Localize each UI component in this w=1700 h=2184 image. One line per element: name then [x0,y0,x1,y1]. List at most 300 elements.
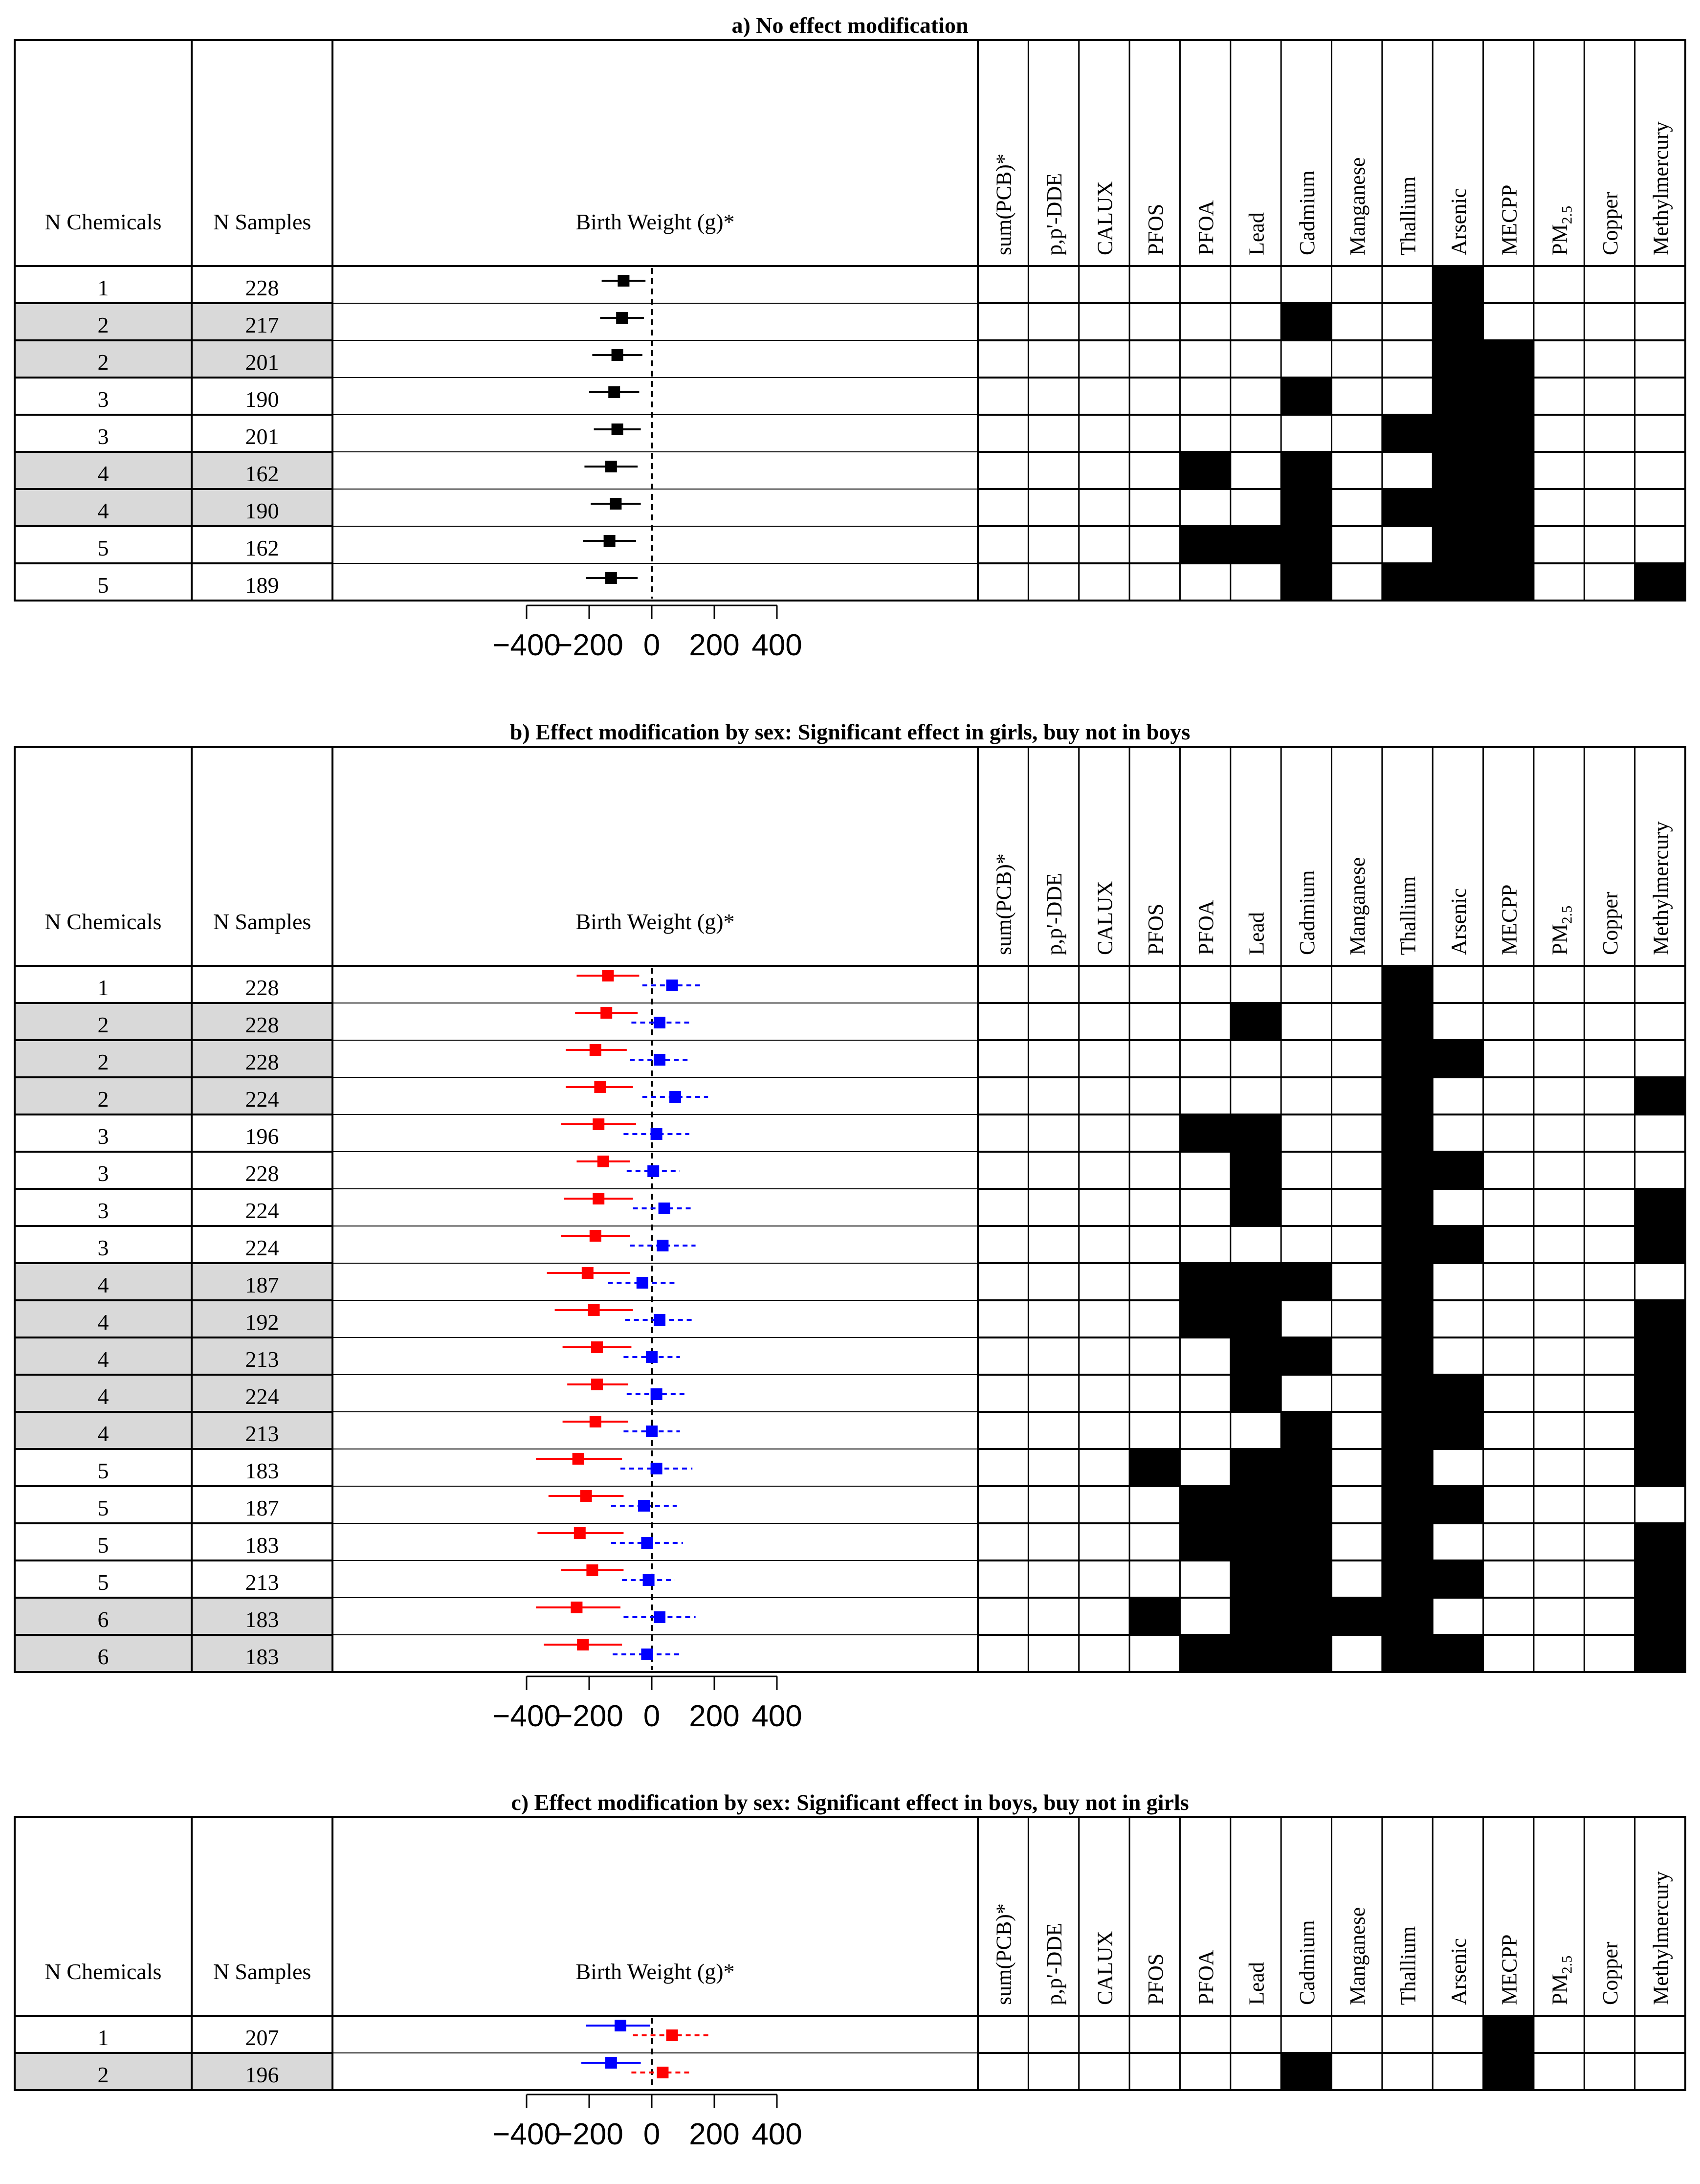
chemical-included-cell [1433,303,1483,340]
chemical-included-cell [1129,1449,1180,1486]
n-samples-value: 162 [245,535,279,560]
n-chemicals-value: 5 [97,1495,109,1520]
girls-estimate-point [586,1564,598,1576]
chemical-name: p,p'-DDE [1042,872,1067,955]
n-chemicals-value: 2 [97,1049,109,1074]
chemical-name: PFOS [1143,203,1168,255]
chemical-header-12 [1598,1941,1622,2005]
chemical-header-13 [1649,821,1673,955]
chemical-name: Cadmium [1295,1920,1319,2005]
x-axis-tick-label: 0 [643,1699,661,1733]
chemical-name: Lead [1244,212,1269,255]
n-chemicals-header: N Chemicals [44,909,162,934]
overall-estimate-point [604,535,616,547]
chemical-included-cell [1231,1337,1281,1375]
n-samples-value: 224 [245,1198,279,1223]
x-axis-tick-label: 400 [751,2117,802,2151]
shaded-row-cell [15,1263,332,1300]
n-chemicals-value: 6 [97,1644,109,1669]
chemical-header-3 [1144,904,1168,955]
chemical-header-6 [1295,1920,1319,2005]
outcome-header: Birth Weight (g)* [575,1959,735,1984]
chemical-name: MECPP [1497,184,1522,255]
n-chemicals-value: 5 [97,1533,109,1558]
chemical-name: Thallium [1396,876,1420,955]
chemical-included-cell [1281,1635,1331,1672]
chemical-included-cell [1382,1152,1433,1189]
chemical-included-cell [1281,1263,1331,1300]
chemical-included-cell [1382,489,1433,526]
girls-estimate-point [602,970,614,981]
overall-estimate-point [610,498,621,510]
chemical-header-1 [1042,1923,1066,2005]
chemical-included-cell [1231,1189,1281,1226]
chemical-name: Lead [1244,1962,1269,2005]
chemical-included-cell [1483,340,1534,378]
chemical-name: Arsenic [1446,888,1471,955]
chemical-header-9 [1447,888,1471,955]
chemical-included-cell [1433,266,1483,303]
n-chemicals-value: 3 [97,1161,109,1186]
girls-estimate-point [580,1490,592,1502]
shaded-row-cell [15,1375,332,1412]
chemical-name: Thallium [1396,176,1420,255]
boys-estimate-point [651,1128,662,1140]
n-chemicals-value: 4 [97,498,109,523]
n-samples-value: 224 [245,1384,279,1409]
boys-estimate-point [646,1351,658,1363]
chemical-included-cell [1281,1486,1331,1523]
chemical-included-cell [1332,1598,1382,1635]
chemical-name: Methylmercury [1649,821,1673,955]
n-chemicals-value: 4 [97,1272,109,1297]
n-chemicals-value: 2 [97,312,109,337]
chemical-included-cell [1483,2016,1534,2053]
chemical-name: PFOA [1194,200,1218,255]
chemical-included-cell [1382,1040,1433,1077]
chemical-included-cell [1180,1263,1230,1300]
x-axis-tick-label: 0 [643,2117,661,2151]
chemical-name: PM [1547,1974,1572,2005]
chemical-name: sum(PCB)* [992,154,1016,255]
chemical-name: CALUX [1093,881,1117,955]
chemical-included-cell [1433,452,1483,489]
x-axis-tick-label: −400 [492,628,561,662]
n-chemicals-header: N Chemicals [44,1959,162,1984]
chemical-included-cell [1635,1375,1685,1412]
n-chemicals-value: 3 [97,387,109,412]
chemical-header-1 [1042,873,1066,955]
chemical-header-0 [992,1903,1016,2005]
boys-estimate-point [666,980,678,991]
n-chemicals-value: 3 [97,424,109,449]
x-axis-tick-label: 200 [689,2117,740,2151]
chemical-name: Manganese [1346,1907,1370,2005]
chemical-header-10 [1497,885,1521,955]
chemical-name-subscript: 2.5 [1559,205,1575,224]
n-samples-value: 201 [245,350,279,375]
chemical-included-cell [1281,1560,1331,1598]
chemical-included-cell [1635,1449,1685,1486]
chemical-name: PFOA [1194,900,1218,955]
chemical-included-cell [1635,1300,1685,1337]
chemical-included-cell [1382,1635,1433,1672]
boys-estimate-point [637,1277,648,1289]
chemical-included-cell [1483,489,1534,526]
n-samples-value: 183 [245,1644,279,1669]
x-axis-tick-label: 200 [689,1699,740,1733]
outcome-header: Birth Weight (g)* [575,209,735,234]
chemical-included-cell [1635,1523,1685,1560]
chemical-header-5 [1244,912,1268,955]
boys-estimate-point [647,1165,659,1177]
boys-estimate-point [659,1203,670,1214]
shaded-row-cell [15,1300,332,1337]
x-axis-tick-label: 200 [689,628,740,662]
shaded-row-cell [15,340,332,378]
chemical-header-12 [1598,192,1622,255]
n-samples-value: 213 [245,1421,279,1446]
chemical-included-cell [1635,1226,1685,1263]
n-samples-value: 217 [245,312,279,337]
x-axis-tick-label: 400 [751,628,802,662]
panel-title: c) Effect modification by sex: Significant effect in boys, buy not in girls [511,1790,1189,1815]
n-chemicals-value: 6 [97,1607,109,1632]
x-axis-tick-label: 0 [643,628,661,662]
chemical-included-cell [1433,1040,1483,1077]
chemical-name: Thallium [1396,1926,1420,2005]
n-chemicals-value: 5 [97,573,109,598]
chemical-header-0 [992,154,1016,255]
overall-estimate-point [605,461,617,472]
chemical-included-cell [1433,489,1483,526]
chemical-header-3 [1144,1954,1168,2005]
chemical-included-cell [1433,526,1483,563]
chemical-included-cell [1231,526,1281,563]
chemical-included-cell [1281,1523,1331,1560]
n-chemicals-value: 4 [97,1421,109,1446]
chemical-included-cell [1281,1412,1331,1449]
chemical-name: PM [1547,924,1572,955]
chemical-included-cell [1231,1152,1281,1189]
chemical-header-7 [1346,157,1369,255]
n-chemicals-value: 4 [97,1384,109,1409]
n-samples-value: 183 [245,1607,279,1632]
boys-estimate-point [651,1388,662,1400]
chemical-included-cell [1231,1486,1281,1523]
overall-estimate-point [616,312,628,324]
chemical-included-cell [1382,415,1433,452]
chemical-header-10 [1497,185,1521,255]
chemical-header-4 [1194,200,1218,255]
chemical-header-8 [1396,177,1420,255]
chemical-header-11 [1548,206,1575,255]
n-chemicals-value: 1 [97,975,109,1000]
n-samples-value: 228 [245,275,279,300]
chemical-included-cell [1483,563,1534,601]
chemical-included-cell [1281,2053,1331,2090]
chemical-included-cell [1231,1598,1281,1635]
x-axis-tick-label: −200 [555,628,623,662]
n-chemicals-value: 5 [97,1458,109,1483]
n-chemicals-header: N Chemicals [44,209,162,234]
boys-estimate-point [654,1017,665,1028]
boys-estimate-point [654,1054,665,1066]
girls-estimate-point [593,1118,604,1130]
chemical-name: PFOA [1194,1950,1218,2005]
chemical-header-4 [1194,900,1218,955]
chemical-included-cell [1231,1560,1281,1598]
n-chemicals-value: 3 [97,1198,109,1223]
shaded-row-cell [15,303,332,340]
chemical-included-cell [1382,1226,1433,1263]
n-samples-header: N Samples [213,1959,311,1984]
chemical-included-cell [1433,1375,1483,1412]
n-samples-value: 228 [245,1012,279,1037]
chemical-included-cell [1281,489,1331,526]
chemical-included-cell [1180,1300,1230,1337]
chemical-name: Lead [1244,912,1269,955]
n-samples-value: 192 [245,1310,279,1335]
chemical-name: sum(PCB)* [992,853,1016,955]
n-samples-header: N Samples [213,209,311,234]
chemical-included-cell [1180,1486,1230,1523]
n-chemicals-value: 4 [97,1310,109,1335]
chemical-included-cell [1382,966,1433,1003]
n-samples-value: 213 [245,1347,279,1372]
chemical-included-cell [1433,378,1483,415]
girls-estimate-point [582,1267,594,1279]
boys-estimate-point [657,1240,668,1251]
chemical-included-cell [1281,526,1331,563]
chemical-included-cell [1129,1598,1180,1635]
chemical-included-cell [1231,1114,1281,1152]
n-samples-value: 162 [245,461,279,486]
boys-estimate-point [641,1649,653,1660]
chemical-header-5 [1244,212,1268,255]
girls-estimate-point [571,1602,582,1613]
shaded-row-cell [15,489,332,526]
chemical-header-6 [1295,870,1319,955]
chemical-included-cell [1433,1226,1483,1263]
chemical-included-cell [1281,303,1331,340]
x-axis-tick-label: 400 [751,1699,802,1733]
chemical-header-0 [992,853,1016,955]
shaded-row-cell [15,1077,332,1114]
chemical-included-cell [1180,1635,1230,1672]
n-chemicals-value: 2 [97,1087,109,1112]
panel-a [15,13,1685,662]
n-samples-value: 189 [245,573,279,598]
x-axis-tick-label: −200 [555,1699,623,1733]
n-chemicals-value: 5 [97,1570,109,1595]
chemical-name: Arsenic [1446,1938,1471,2005]
chemical-included-cell [1382,1263,1433,1300]
girls-estimate-point [600,1007,612,1019]
n-samples-value: 228 [245,1049,279,1074]
chemical-included-cell [1483,452,1534,489]
n-chemicals-value: 2 [97,350,109,375]
chemical-header-13 [1649,121,1673,255]
chemical-included-cell [1382,1337,1433,1375]
chemical-header-7 [1346,857,1369,955]
chemical-name-subscript: 2.5 [1559,1955,1575,1974]
girls-estimate-point [577,1639,589,1650]
n-samples-value: 190 [245,498,279,523]
chemical-included-cell [1483,2053,1534,2090]
n-samples-value: 187 [245,1495,279,1520]
boys-estimate-point [646,1426,658,1437]
n-samples-value: 183 [245,1458,279,1483]
chemical-included-cell [1281,1449,1331,1486]
chemical-included-cell [1635,1412,1685,1449]
chemical-name: Arsenic [1446,188,1471,255]
chemical-included-cell [1635,1189,1685,1226]
chemical-included-cell [1433,340,1483,378]
chemical-included-cell [1483,415,1534,452]
panel-b [15,719,1685,1733]
chemical-name: CALUX [1093,181,1117,255]
girls-estimate-point [573,1453,584,1465]
chemical-name: Methylmercury [1649,121,1673,255]
shaded-row-cell [15,452,332,489]
chemical-included-cell [1231,1523,1281,1560]
chemical-header-10 [1497,1935,1521,2005]
panel-title: b) Effect modification by sex: Significant effect in girls, buy not in boys [509,719,1191,744]
chemical-name: PFOS [1143,903,1168,955]
chemical-name: p,p'-DDE [1042,173,1067,255]
chemical-included-cell [1231,1300,1281,1337]
chemical-included-cell [1433,563,1483,601]
girls-estimate-point [590,1044,601,1056]
chemical-included-cell [1231,1449,1281,1486]
chemical-included-cell [1483,526,1534,563]
n-samples-value: 196 [245,2062,279,2087]
chemical-included-cell [1231,1635,1281,1672]
chemical-included-cell [1433,1635,1483,1672]
chemical-header-12 [1598,891,1622,955]
chemical-header-5 [1244,1962,1268,2005]
chemical-included-cell [1382,1560,1433,1598]
chemical-header-11 [1548,906,1575,955]
chemical-name: sum(PCB)* [992,1903,1016,2005]
chemical-header-2 [1093,1931,1117,2005]
n-samples-value: 183 [245,1533,279,1558]
chemical-included-cell [1635,1560,1685,1598]
n-samples-value: 228 [245,975,279,1000]
chemical-included-cell [1281,1598,1331,1635]
girls-estimate-point [590,1230,601,1242]
chemical-header-11 [1548,1956,1575,2005]
chemical-header-9 [1447,188,1471,255]
chemical-name: MECPP [1497,1934,1522,2005]
shaded-row-cell [15,1040,332,1077]
n-samples-value: 224 [245,1087,279,1112]
girls-estimate-point [597,1156,609,1167]
chemical-header-3 [1144,204,1168,255]
chemical-included-cell [1382,563,1433,601]
chemical-included-cell [1382,1598,1433,1635]
chemical-name: Copper [1598,891,1622,955]
chemical-name: MECPP [1497,884,1522,955]
girls-estimate-point [591,1379,603,1390]
boys-estimate-point [669,1091,681,1103]
n-chemicals-value: 2 [97,1012,109,1037]
chemical-header-1 [1042,173,1066,255]
n-chemicals-value: 3 [97,1235,109,1260]
chemical-name: Copper [1598,1941,1622,2005]
chemical-included-cell [1281,563,1331,601]
chemical-name: Cadmium [1295,170,1319,255]
overall-estimate-point [618,275,629,287]
chemical-included-cell [1281,1337,1331,1375]
chemical-name-subscript: 2.5 [1559,905,1575,924]
chemical-name: Cadmium [1295,870,1319,955]
chemical-included-cell [1635,563,1685,601]
shaded-row-cell [15,1598,332,1635]
n-chemicals-value: 3 [97,1124,109,1149]
chemical-header-2 [1093,181,1117,255]
n-samples-value: 228 [245,1161,279,1186]
chemical-included-cell [1433,1152,1483,1189]
shaded-row-cell [15,1635,332,1672]
chemical-name: PFOS [1143,1953,1168,2005]
girls-estimate-point [588,1304,600,1316]
chemical-header-8 [1396,1926,1420,2005]
chemical-name: PM [1547,224,1572,255]
chemical-included-cell [1382,1486,1433,1523]
chemical-included-cell [1382,1523,1433,1560]
chemical-included-cell [1635,1635,1685,1672]
chemical-included-cell [1180,1523,1230,1560]
n-samples-value: 213 [245,1570,279,1595]
chemical-header-9 [1447,1938,1471,2005]
boys-estimate-point [651,1463,662,1474]
chemical-included-cell [1635,1337,1685,1375]
chemical-included-cell [1231,1263,1281,1300]
girls-estimate-point [593,1193,604,1204]
chemical-included-cell [1180,1114,1230,1152]
chemical-included-cell [1231,1003,1281,1040]
boys-estimate-point [654,1611,665,1623]
n-samples-value: 224 [245,1235,279,1260]
n-samples-value: 190 [245,387,279,412]
shaded-row-cell [15,1337,332,1375]
chemical-included-cell [1281,378,1331,415]
x-axis-tick-label: −400 [492,1699,561,1733]
chemical-included-cell [1483,378,1534,415]
overall-estimate-point [608,386,620,398]
chemical-included-cell [1382,1449,1433,1486]
n-samples-value: 201 [245,424,279,449]
n-chemicals-value: 5 [97,535,109,560]
chemical-name: Manganese [1346,857,1370,955]
chemical-included-cell [1433,415,1483,452]
n-samples-header: N Samples [213,909,311,934]
chemical-included-cell [1382,1375,1433,1412]
chemical-included-cell [1382,1114,1433,1152]
girls-estimate-point [657,2067,668,2078]
chemical-name: CALUX [1093,1931,1117,2005]
n-chemicals-value: 4 [97,1347,109,1372]
chemical-header-2 [1093,881,1117,955]
chemical-name: p,p'-DDE [1042,1922,1067,2005]
boys-estimate-point [643,1574,655,1586]
girls-estimate-point [574,1527,586,1539]
girls-estimate-point [594,1081,606,1093]
girls-estimate-point [590,1416,601,1427]
boys-estimate-point [615,2020,626,2031]
